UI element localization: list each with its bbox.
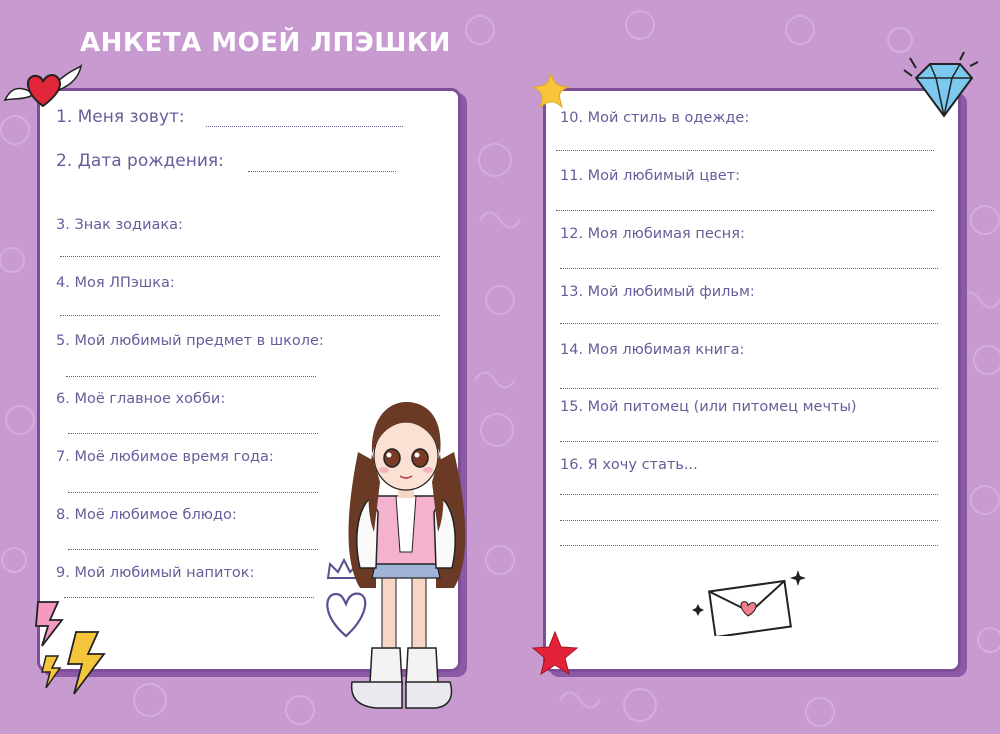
girl-character-illustration — [336, 392, 476, 718]
question-birthdate: 2. Дата рождения: — [56, 151, 224, 171]
question-movie: 13. Мой любимый фильм: — [560, 284, 755, 300]
question-future: 16. Я хочу стать... — [560, 457, 698, 473]
answer-line-movie[interactable] — [560, 323, 938, 324]
answer-line-school-subject[interactable] — [66, 376, 316, 377]
question-pet: 15. Мой питомец (или питомец мечты) — [560, 399, 857, 415]
answer-line-season[interactable] — [68, 492, 318, 493]
diamond-icon — [900, 52, 980, 122]
answer-line-book[interactable] — [560, 388, 938, 389]
winged-heart-icon — [3, 62, 83, 112]
question-school-subject: 5. Мой любимый предмет в школе: — [56, 333, 324, 349]
answer-line-future-1[interactable] — [560, 494, 938, 495]
question-dish: 8. Моё любимое блюдо: — [56, 507, 237, 523]
answer-line-name[interactable] — [206, 126, 403, 127]
answer-line-dish[interactable] — [68, 549, 318, 550]
envelope-icon — [690, 566, 810, 636]
question-color: 11. Мой любимый цвет: — [560, 168, 741, 184]
question-season: 7. Моё любимое время года: — [56, 449, 274, 465]
lightning-icon — [28, 598, 108, 698]
question-clothing-style: 10. Мой стиль в одежде: — [560, 110, 750, 126]
question-hobby: 6. Моё главное хобби: — [56, 391, 226, 407]
answer-line-pet[interactable] — [560, 441, 938, 442]
page-title: АНКЕТА МОЕЙ ЛПЭШКИ — [80, 28, 451, 58]
question-lp-doll: 4. Моя ЛПэшка: — [56, 275, 175, 291]
answer-line-future-3[interactable] — [560, 545, 938, 546]
question-zodiac: 3. Знак зодиака: — [56, 217, 183, 233]
answer-line-color[interactable] — [556, 210, 934, 211]
answer-line-zodiac[interactable] — [60, 256, 440, 257]
answer-line-future-2[interactable] — [560, 520, 938, 521]
answer-line-clothing-style[interactable] — [556, 150, 934, 151]
answer-line-hobby[interactable] — [68, 433, 318, 434]
red-star-icon — [530, 630, 580, 676]
question-name: 1. Меня зовут: — [56, 107, 185, 127]
question-song: 12. Моя любимая песня: — [560, 226, 745, 242]
answer-line-lp-doll[interactable] — [60, 315, 440, 316]
star-flower-icon — [532, 72, 570, 110]
answer-line-song[interactable] — [560, 268, 938, 269]
answer-line-birthdate[interactable] — [248, 171, 396, 172]
question-drink: 9. Мой любимый напиток: — [56, 565, 255, 581]
question-book: 14. Моя любимая книга: — [560, 342, 745, 358]
